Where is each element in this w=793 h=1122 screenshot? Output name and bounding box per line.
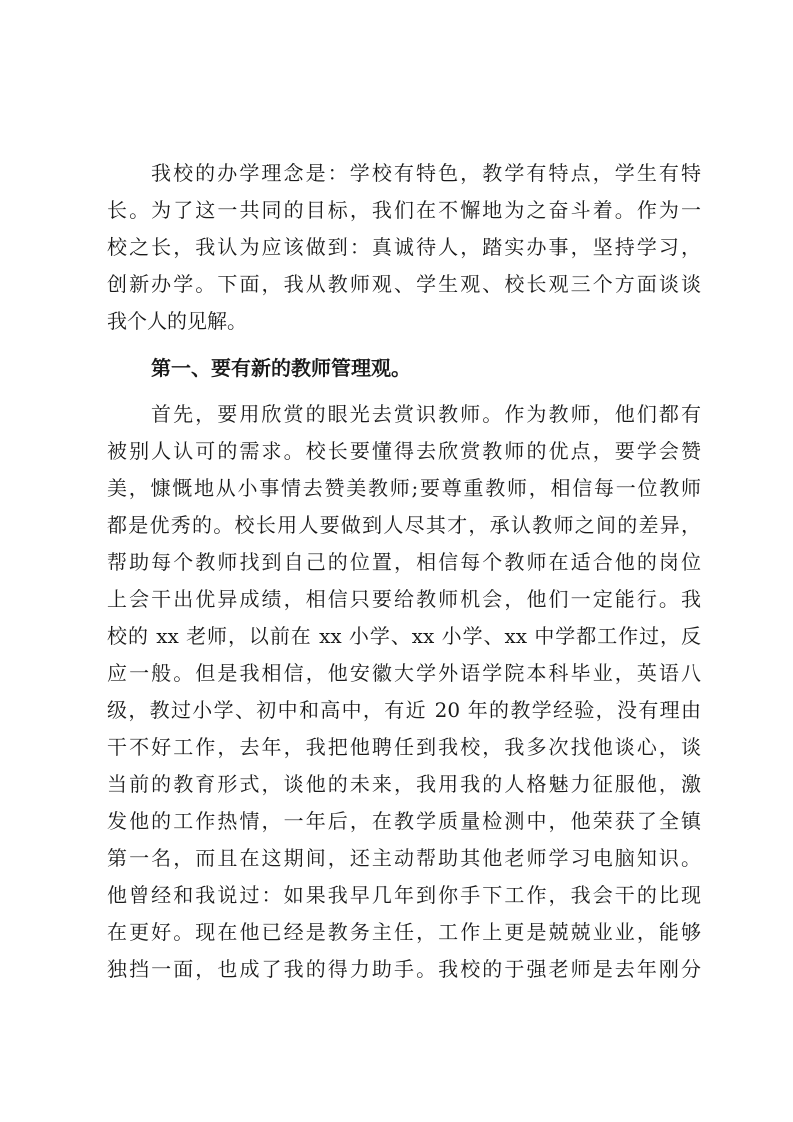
text-line: 在更好。现在他已经是教务主任，工作上更是兢兢业业，能够 — [107, 920, 701, 944]
text-line: 创新办学。下面，我从教师观、学生观、校长观三个方面谈谈 — [107, 272, 701, 296]
text-line: 我校的办学理念是：学校有特色，教学有特点，学生有特 — [151, 161, 701, 185]
text-line: 独挡一面，也成了我的得力助手。我校的于强老师是去年刚分 — [107, 957, 701, 981]
text-line: 校的 xx 老师，以前在 xx 小学、xx 小学、xx 中学都工作过，反 — [107, 624, 701, 648]
text-line: 首先，要用欣赏的眼光去赏识教师。作为教师，他们都有 — [151, 402, 701, 426]
text-line: 都是优秀的。校长用人要做到人尽其才，承认教师之间的差异， — [107, 513, 701, 537]
text-line: 当前的教育形式，谈他的未来，我用我的人格魅力征服他，激 — [107, 772, 701, 796]
text-line: 干不好工作，去年，我把他聘任到我校，我多次找他谈心，谈 — [107, 735, 701, 759]
text-line: 美，慷慨地从小事情去赞美教师;要尊重教师，相信每一位教师 — [107, 476, 701, 500]
text-line: 被别人认可的需求。校长要懂得去欣赏教师的优点，要学会赞 — [107, 439, 701, 463]
text-line: 上会干出优异成绩，相信只要给教师机会，他们一定能行。我 — [107, 587, 701, 611]
text-line: 第一名，而且在这期间，还主动帮助其他老师学习电脑知识。 — [107, 846, 701, 870]
text-line: 级，教过小学、初中和高中，有近 20 年的教学经验，没有理由 — [107, 698, 701, 722]
text-line: 发他的工作热情，一年后，在教学质量检测中，他荣获了全镇 — [107, 809, 701, 833]
text-line: 长。为了这一共同的目标，我们在不懈地为之奋斗着。作为一 — [107, 198, 701, 222]
text-line: 他曾经和我说过：如果我早几年到你手下工作，我会干的比现 — [107, 883, 701, 907]
text-line: 我个人的见解。 — [107, 309, 247, 333]
text-line: 帮助每个教师找到自己的位置，相信每个教师在适合他的岗位 — [107, 550, 701, 574]
text-line: 校之长，我认为应该做到：真诚待人，踏实办事，坚持学习， — [107, 235, 701, 259]
section-heading: 第一、要有新的教师管理观。 — [151, 356, 411, 380]
text-line: 应一般。但是我相信，他安徽大学外语学院本科毕业，英语八 — [107, 661, 701, 685]
